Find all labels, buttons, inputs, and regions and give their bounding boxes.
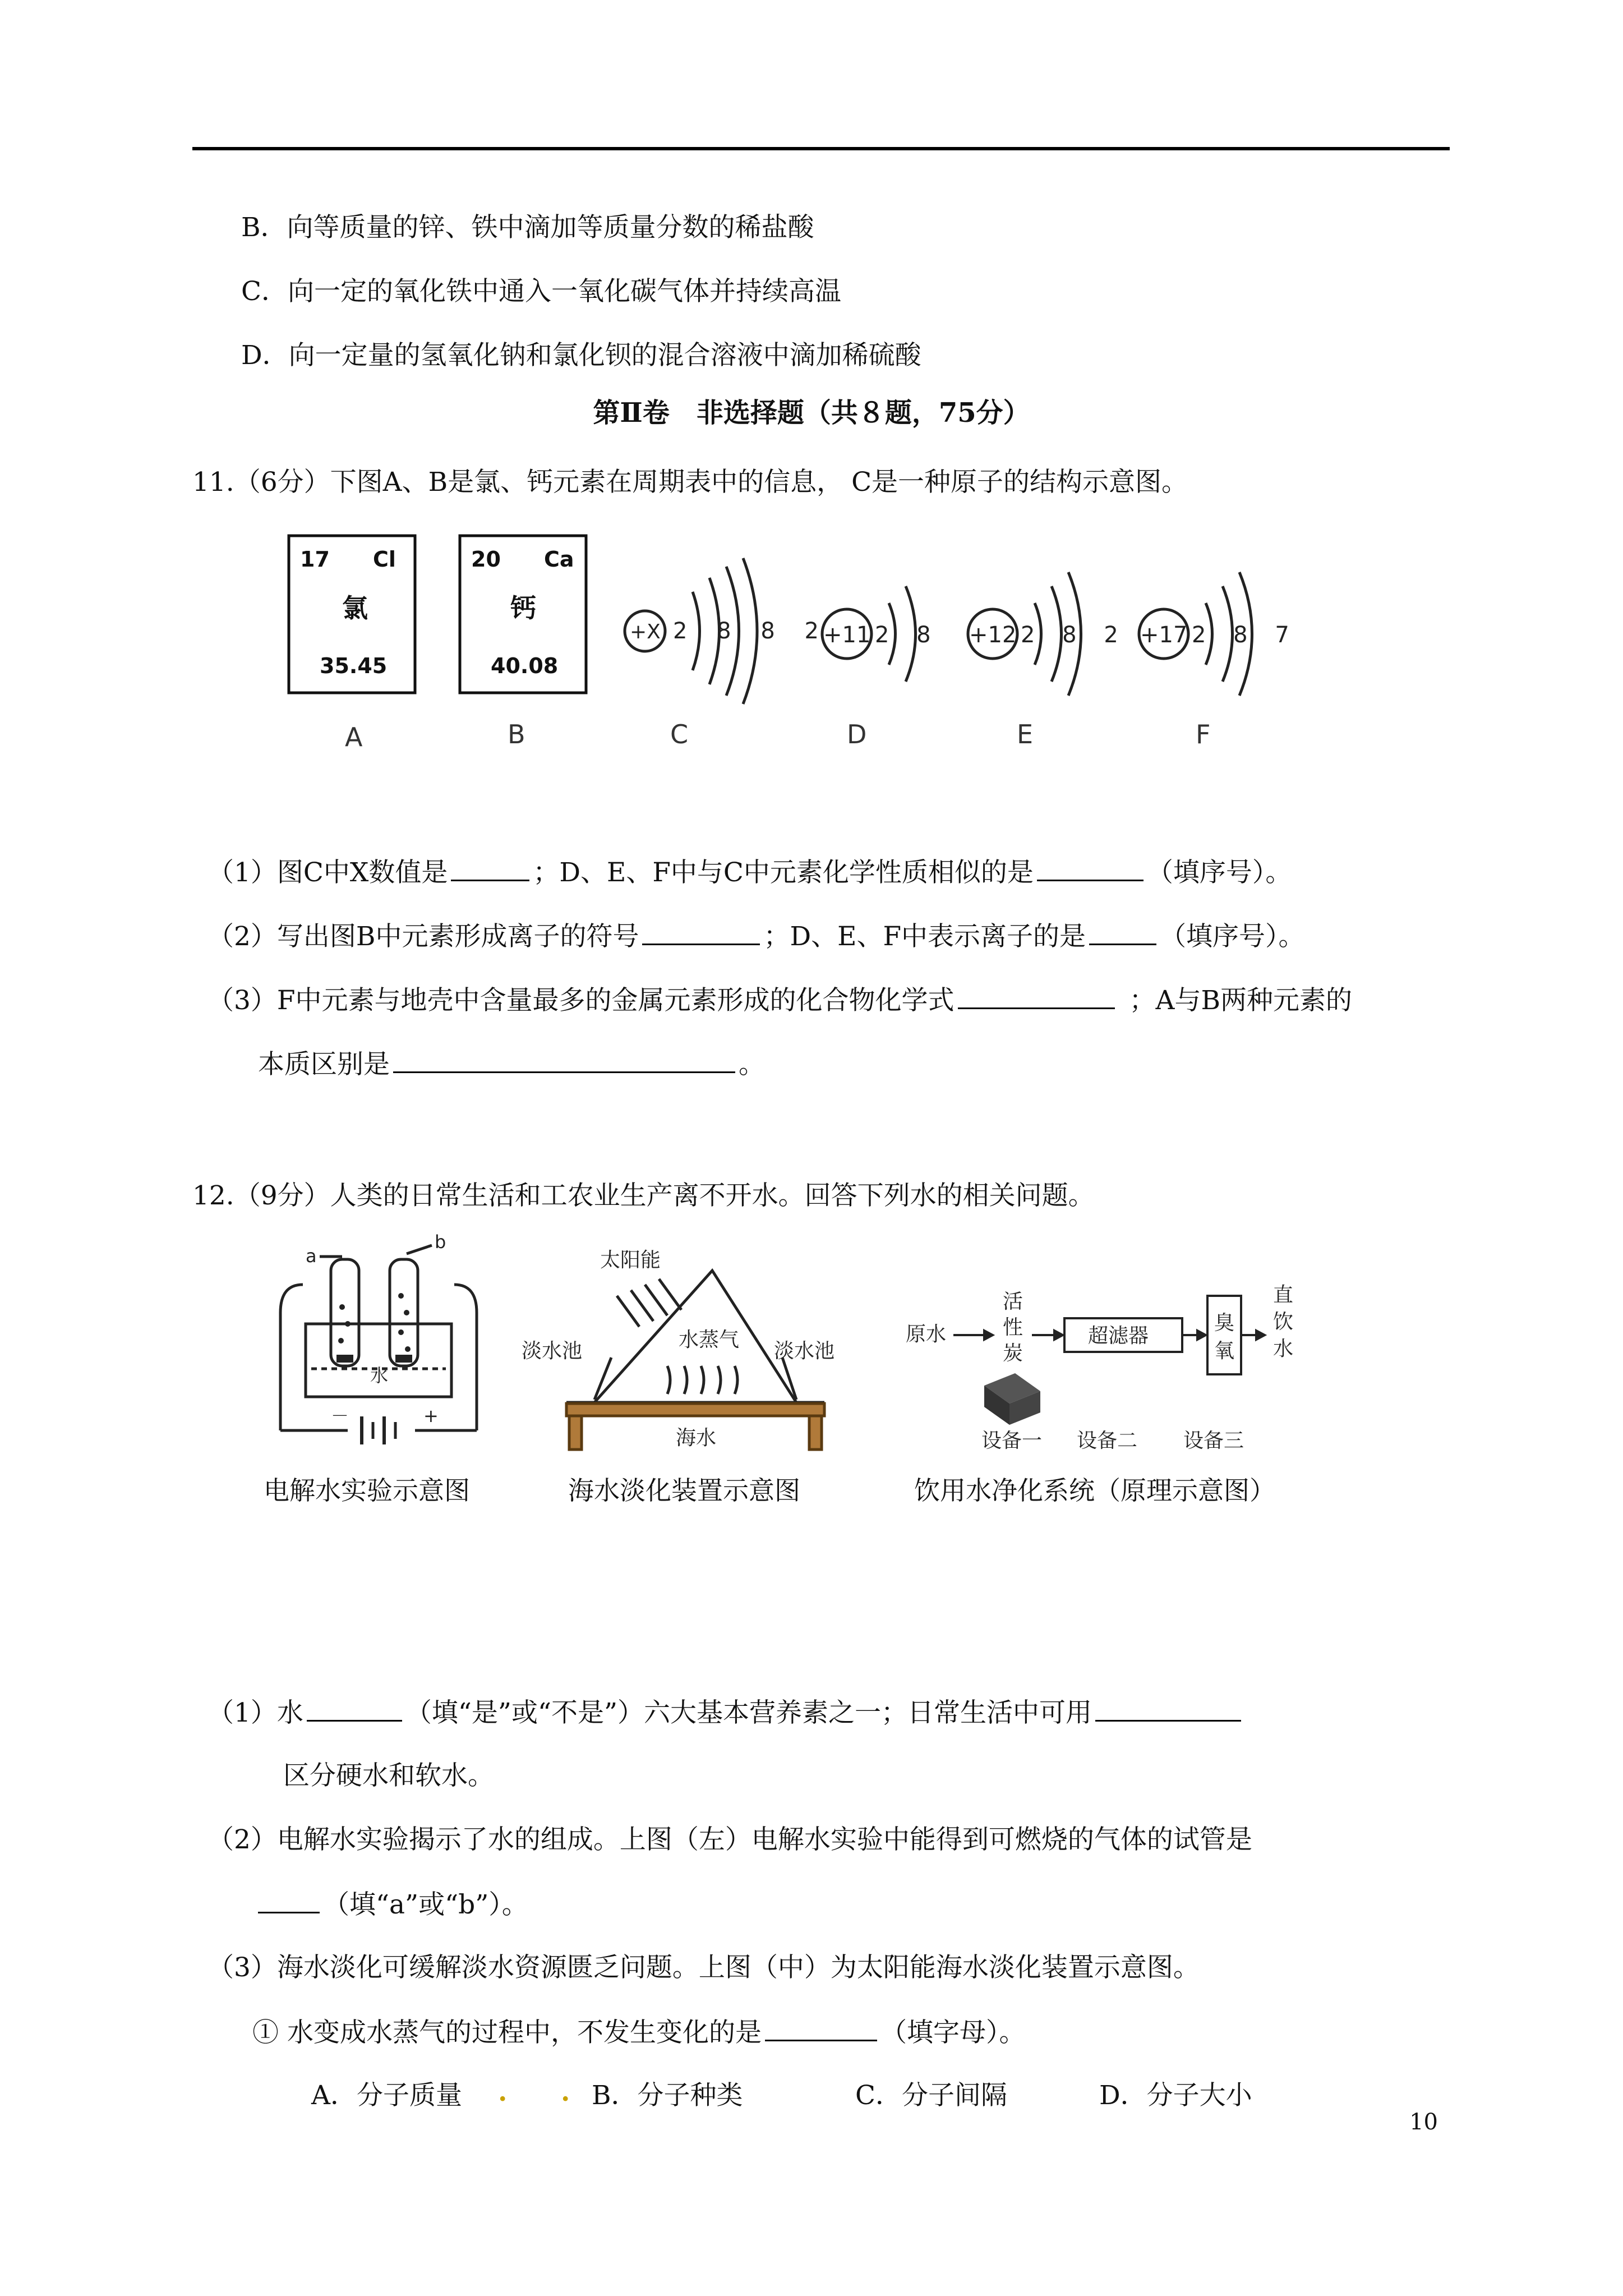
- svg-text:水: 水: [1273, 1337, 1294, 1360]
- svg-text:氯: 氯: [342, 593, 368, 623]
- svg-text:钙: 钙: [510, 593, 536, 623]
- electrolysis-diagram: [280, 1245, 477, 1444]
- svg-text:40.08: 40.08: [491, 654, 559, 678]
- svg-text:2 8: 2 8: [875, 622, 941, 648]
- q12-option-b: B．分子种类: [592, 2080, 743, 2111]
- pool-left-label: 淡水池: [522, 1340, 583, 1363]
- q12-figure: [264, 1223, 1396, 1458]
- label-b: B: [508, 719, 525, 749]
- q12-part3-sub: ① 水变成水蒸气的过程中，不发生变化的是 （填字母）。: [252, 2015, 1025, 2050]
- q11-part3: （3）F中元素与地壳中含量最多的金属元素形成的化合物化学式 ；A与B两种元素的: [208, 983, 1352, 1018]
- answer-blank[interactable]: [1095, 1695, 1241, 1722]
- q11-stem: 11.（6分）下图A、B是氯、钙元素在周期表中的信息， C是一种原子的结构示意图。: [192, 467, 1188, 498]
- answer-blank[interactable]: [393, 1047, 735, 1073]
- section-heading: 第Ⅱ卷 非选择题（共８题，75分）: [593, 397, 1030, 429]
- svg-text:+12: +12: [969, 622, 1017, 648]
- page-number: 10: [1409, 2109, 1438, 2135]
- svg-text:E: E: [1017, 719, 1034, 749]
- svg-text:氧: 氧: [1214, 1340, 1235, 1363]
- pool-right-label: 淡水池: [774, 1340, 835, 1363]
- answer-blank[interactable]: [1089, 919, 1156, 945]
- svg-text:2 8 8 2: 2 8 8 2: [673, 618, 830, 644]
- device3-label: 设备三: [1183, 1429, 1244, 1452]
- q12-part2-cont: （填“a”或“b”）。: [258, 1887, 528, 1922]
- label-a: A: [345, 722, 363, 752]
- svg-text:+X: +X: [630, 620, 661, 643]
- q12-part1-cont: 区分硬水和软水。: [283, 1760, 494, 1791]
- svg-text:性: 性: [1003, 1316, 1023, 1339]
- svg-text:直: 直: [1273, 1283, 1294, 1306]
- q12-option-d: D．分子大小: [1099, 2080, 1252, 2111]
- svg-text:2 8 7: 2 8 7: [1192, 622, 1299, 648]
- sun-label: 太阳能: [600, 1249, 661, 1272]
- svg-text:－: －: [331, 1405, 349, 1427]
- element-card-b: [460, 536, 586, 693]
- answer-blank[interactable]: [307, 1695, 402, 1722]
- answer-blank[interactable]: [258, 1887, 320, 1913]
- q12-stem: 12.（9分）人类的日常生活和工农业生产离不开水。回答下列水的相关问题。: [192, 1180, 1095, 1211]
- option-d: D．向一定量的氢氧化钠和氯化钡的混合溶液中滴加稀硫酸: [241, 340, 921, 371]
- answer-blank[interactable]: [451, 855, 529, 881]
- svg-text:20: 20: [471, 547, 501, 572]
- svg-text:炭: 炭: [1003, 1342, 1023, 1365]
- q11-part3-cont: 本质区别是 。: [258, 1047, 765, 1082]
- mark-dot: .: [561, 2077, 570, 2108]
- element-card-a: [289, 536, 415, 693]
- svg-text:D: D: [847, 719, 867, 749]
- answer-blank[interactable]: [958, 983, 1115, 1009]
- svg-text:35.45: 35.45: [320, 654, 388, 678]
- svg-text:+11: +11: [823, 622, 871, 648]
- q11-part1: （1）图C中X数值是 ；D、E、F中与C中元素化学性质相似的是 （填序号）。: [208, 855, 1292, 890]
- q11-part2: （2）写出图B中元素形成离子的符号 ；D、E、F中表示离子的是 （填序号）。: [208, 919, 1305, 954]
- caption-purification: 饮用水净化系统（原理示意图）: [914, 1475, 1275, 1506]
- answer-blank[interactable]: [765, 2015, 877, 2041]
- q11-figure: [280, 519, 1299, 766]
- header-rule: [192, 147, 1450, 150]
- filter-label: 超滤器: [1088, 1324, 1149, 1347]
- svg-text:2 8 2: 2 8 2: [1021, 622, 1128, 648]
- option-c: C．向一定的氧化铁中通入一氧化碳气体并持续高温: [241, 276, 841, 307]
- svg-text:臭: 臭: [1214, 1312, 1235, 1335]
- svg-text:活: 活: [1003, 1290, 1023, 1313]
- svg-text:Cl: Cl: [373, 547, 396, 572]
- svg-text:C: C: [670, 719, 689, 749]
- water-label: 水: [370, 1365, 389, 1386]
- option-b: B．向等质量的锌、铁中滴加等质量分数的稀盐酸: [241, 212, 814, 243]
- svg-text:F: F: [1196, 719, 1211, 749]
- q12-part3: （3）海水淡化可缓解淡水资源匮乏问题。上图（中）为太阳能海水淡化装置示意图。: [208, 1952, 1200, 1983]
- svg-text:饮: 饮: [1273, 1310, 1294, 1333]
- svg-text:+: +: [423, 1405, 439, 1427]
- activated-carbon-block: [984, 1373, 1040, 1425]
- q12-part2: （2）电解水实验揭示了水的组成。上图（左）电解水实验中能得到可燃烧的气体的试管是: [208, 1824, 1252, 1855]
- answer-blank[interactable]: [642, 919, 760, 945]
- device2-label: 设备二: [1077, 1429, 1138, 1452]
- tube-b-label: b: [435, 1231, 446, 1253]
- tube-a-label: a: [306, 1245, 317, 1267]
- mark-dot: .: [498, 2077, 508, 2108]
- raw-water-label: 原水: [906, 1323, 947, 1346]
- q12-option-c: C．分子间隔: [855, 2080, 1007, 2111]
- answer-blank[interactable]: [1037, 855, 1144, 881]
- caption-desalination: 海水淡化装置示意图: [568, 1475, 800, 1506]
- vapor-label: 水蒸气: [679, 1328, 740, 1351]
- device1-label: 设备一: [981, 1429, 1043, 1452]
- caption-electrolysis: 电解水实验示意图: [264, 1475, 470, 1506]
- svg-text:Ca: Ca: [544, 547, 574, 572]
- sea-label: 海水: [676, 1427, 717, 1450]
- svg-text:17: 17: [300, 547, 330, 572]
- svg-text:+17: +17: [1140, 622, 1188, 648]
- q12-option-a: A．分子质量: [311, 2080, 462, 2111]
- q12-part1: （1）水 （填“是”或“不是”）六大基本营养素之一；日常生活中可用: [208, 1695, 1244, 1730]
